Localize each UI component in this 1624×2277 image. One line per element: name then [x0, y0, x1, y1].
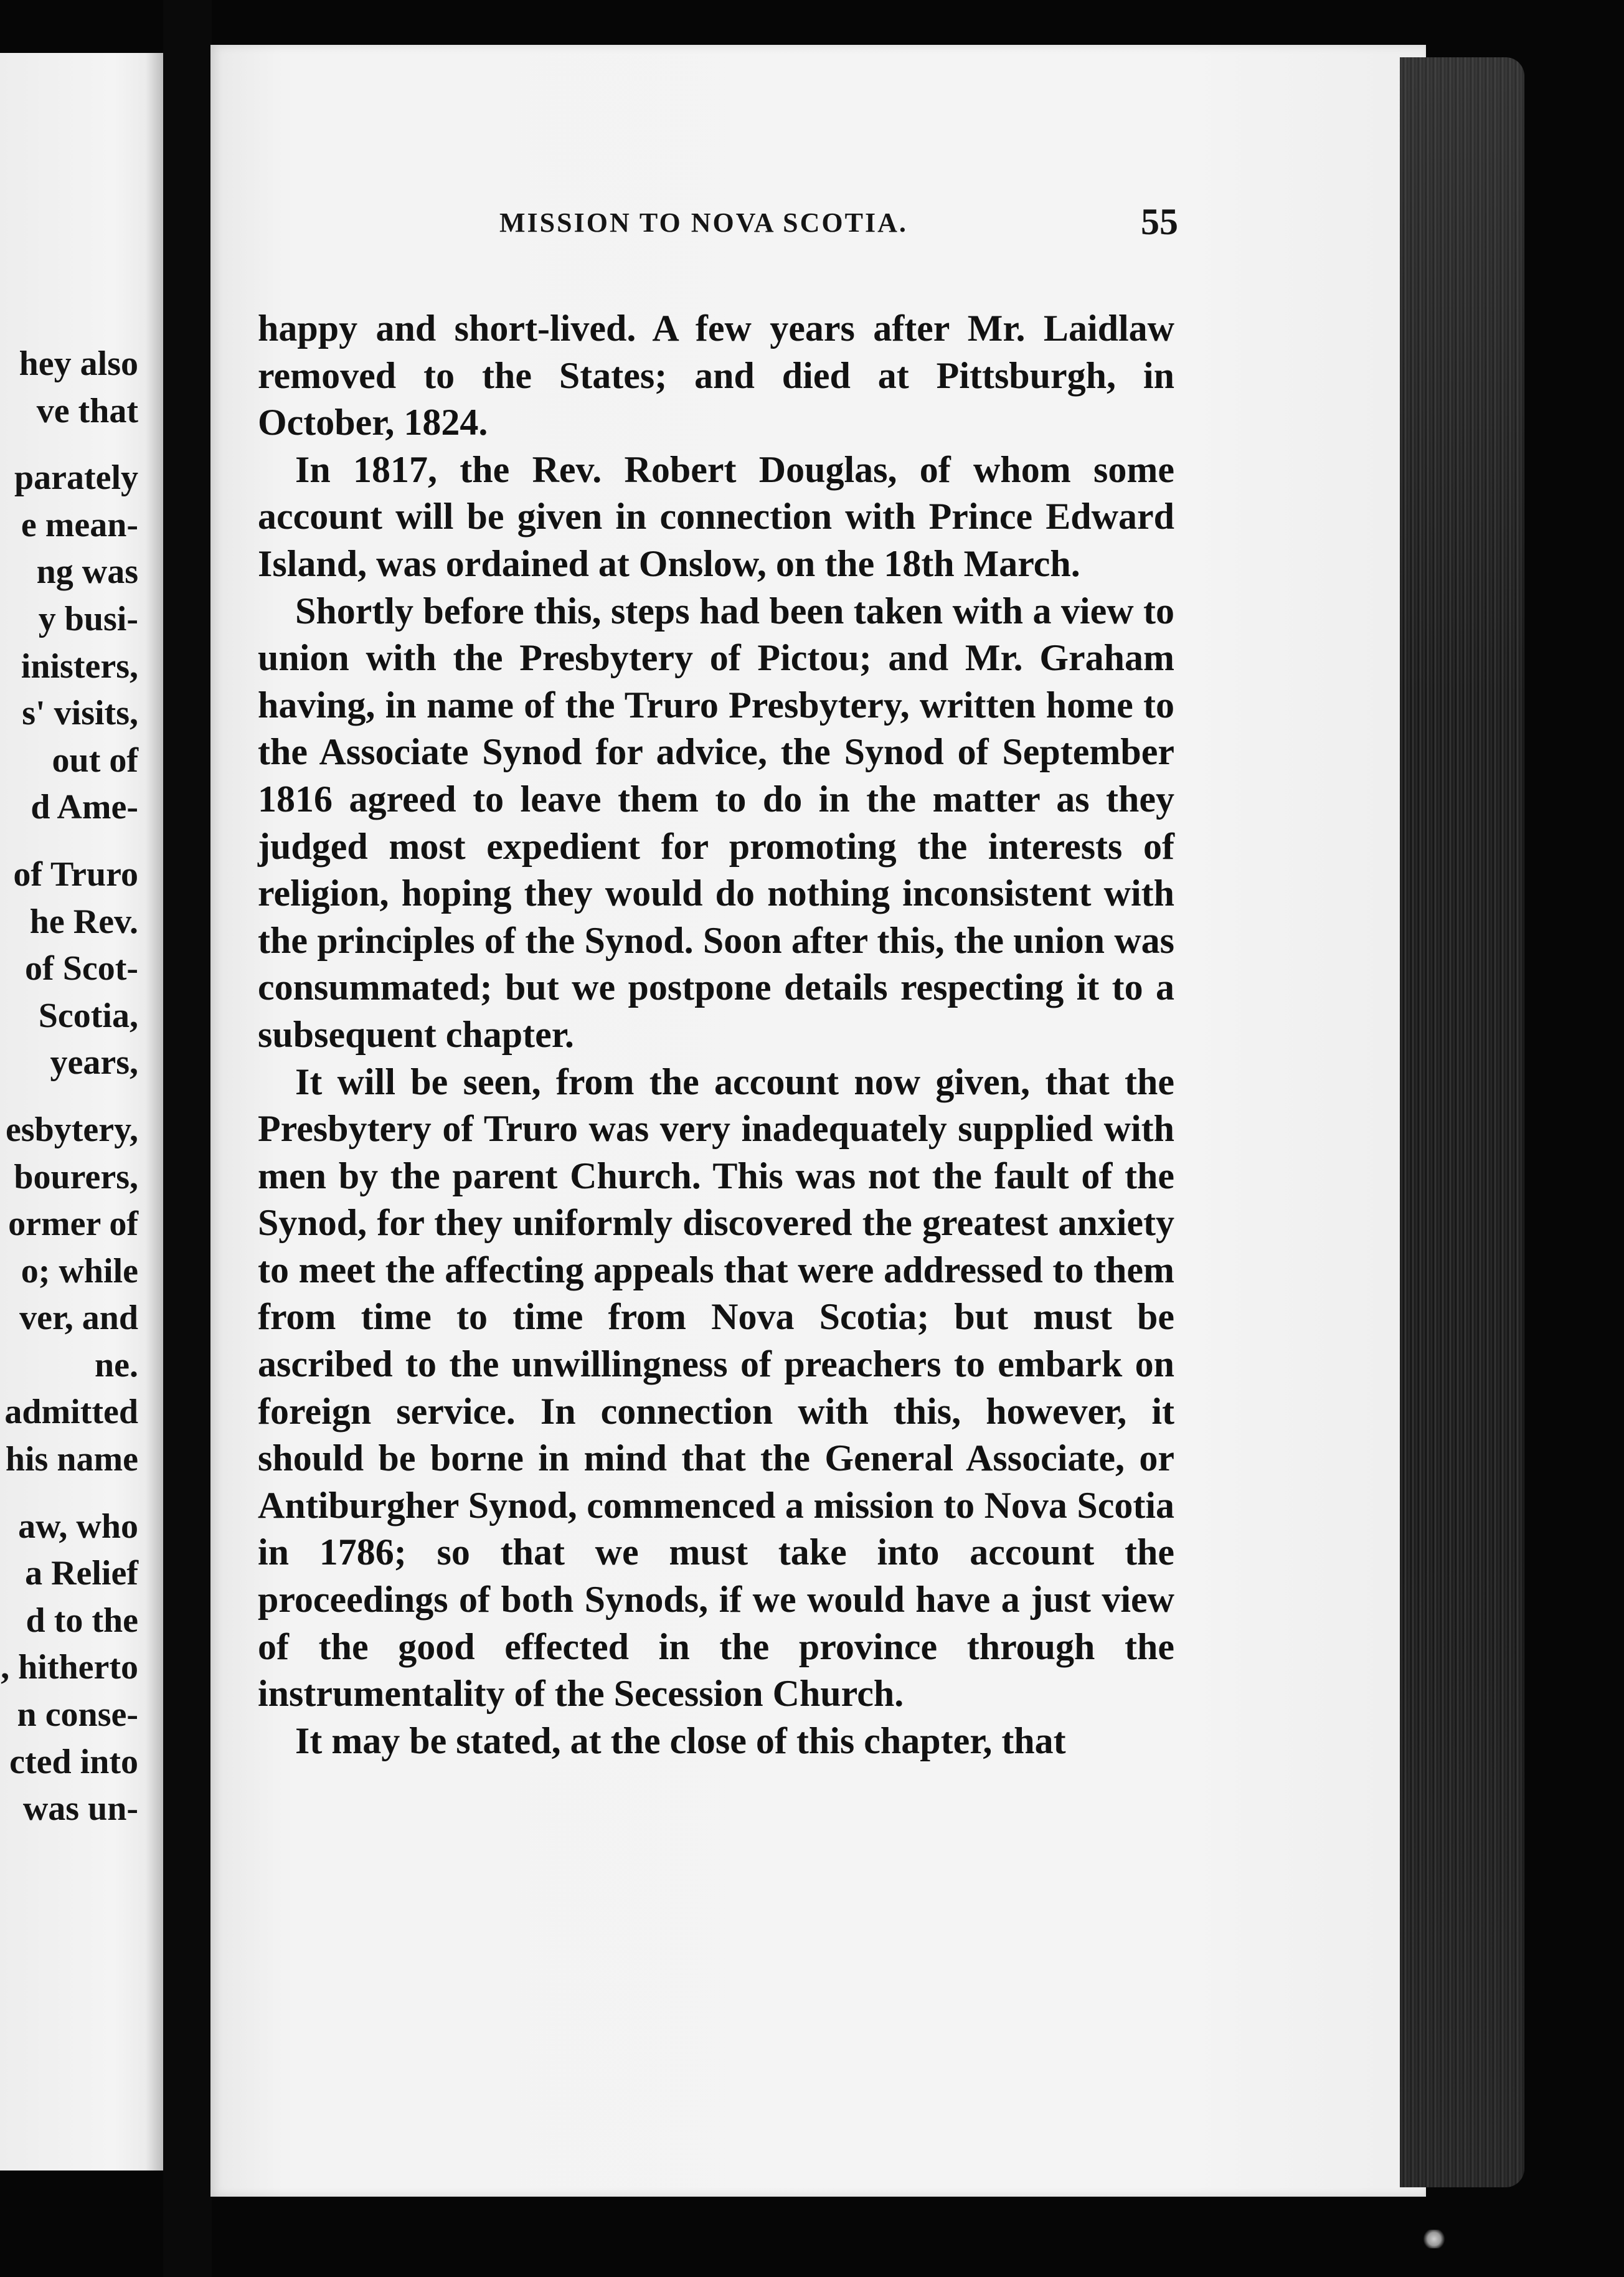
paragraph: Shortly before this, steps had been taken with a view to union with the Presbytery of Pictou; and Mr. Graham having, in name of the Truro Presbytery, written home to the Associate Synod for advice, the Synod of September 1816 agreed to leave them to do in the matter as they judged most expedient for promoting the interests of religion, hoping they would do nothing inconsistent with the principles of the Synod. Soon after this, the union was consummated; but we postpone details respecting it to a subsequent chapter. [258, 590, 1174, 1055]
facing-page-line: bourers, [14, 1157, 138, 1196]
facing-page-line: ne. [95, 1345, 138, 1385]
paragraph: It will be seen, from the account now given, that the Presbytery of Truro was very inadequately supplied with men by the parent Church. This was not the fault of the Synod, for they uniformly discovered the greatest anxiety to meet the affecting appeals that were addressed to them from time to time from Nova Scotia; but must be ascribed to the unwillingness of preachers to embark on foreign service. In connection with this, however, it should be borne in mind that the General Associate, or Antiburgher Synod, commenced a mission to Nova Scotia in 1786; so that we must take into account the proceedings of both Synods, if we would have a just view of the good effected in the province through the instrumentality of the Secession Church. [258, 1061, 1174, 1715]
facing-page-line: o; while [21, 1251, 138, 1290]
facing-page-line: e mean- [21, 505, 138, 544]
running-head: MISSION TO NOVA SCOTIA. [499, 207, 908, 238]
page-edges [1400, 57, 1524, 2187]
paragraph: happy and short-lived. A few years after Mr. Laidlaw removed to the States; and died at Pittsburgh, in October, 1824. [258, 308, 1174, 443]
paragraph: In 1817, the Rev. Robert Douglas, of whom some account will be given in connection with Prince Edward Island, was ordained at Onslow, on the 18th March. [258, 448, 1174, 584]
facing-page-line: a Relief [25, 1554, 138, 1593]
facing-page-gap [0, 435, 138, 455]
facing-page-line: inisters, [21, 646, 138, 686]
facing-page-line: s' visits, [22, 694, 138, 733]
gutter-shadow [146, 53, 163, 2170]
facing-page-line: esbytery, [5, 1110, 138, 1149]
facing-page-left [0, 53, 163, 2170]
facing-page-line: out of [52, 741, 138, 780]
facing-page-line: he Rev. [29, 902, 138, 941]
facing-page-gap [0, 1087, 138, 1107]
page-body [258, 305, 1174, 1764]
facing-page-line: of Scot- [25, 949, 138, 988]
facing-page-line: hey also [19, 344, 138, 383]
facing-page-line: d to the [26, 1601, 138, 1640]
facing-page-line: aw, who [18, 1507, 138, 1546]
facing-page-gap [0, 831, 138, 851]
facing-page-line: ve that [36, 391, 138, 430]
facing-page-line: , hitherto [1, 1648, 138, 1687]
page-header [281, 187, 1178, 255]
book-gutter [163, 0, 212, 2277]
facing-page-line: admitted [4, 1393, 138, 1432]
facing-page-line: parately [14, 458, 138, 498]
facing-page-line: his name [5, 1440, 138, 1479]
facing-page-line: Scotia, [38, 996, 138, 1035]
facing-page-line: ormer of [8, 1205, 138, 1244]
facing-page-line: was un- [22, 1789, 138, 1829]
facing-page-line: cted into [9, 1742, 138, 1781]
facing-page-line: ver, and [19, 1299, 138, 1338]
facing-page-line: y busi- [38, 599, 138, 638]
facing-page-text [0, 341, 138, 1833]
facing-page-line: ng was [36, 552, 138, 592]
page-number: 55 [1141, 201, 1178, 242]
facing-page-line: years, [50, 1043, 138, 1082]
scan-mark [1423, 2230, 1445, 2248]
facing-page-gap [0, 1484, 138, 1503]
paragraph: It may be stated, at the close of this chapter, that [295, 1720, 1066, 1761]
facing-page-line: n conse- [17, 1695, 138, 1735]
facing-page-line: of Truro [13, 854, 138, 894]
facing-page-line: d Ame- [31, 788, 138, 827]
